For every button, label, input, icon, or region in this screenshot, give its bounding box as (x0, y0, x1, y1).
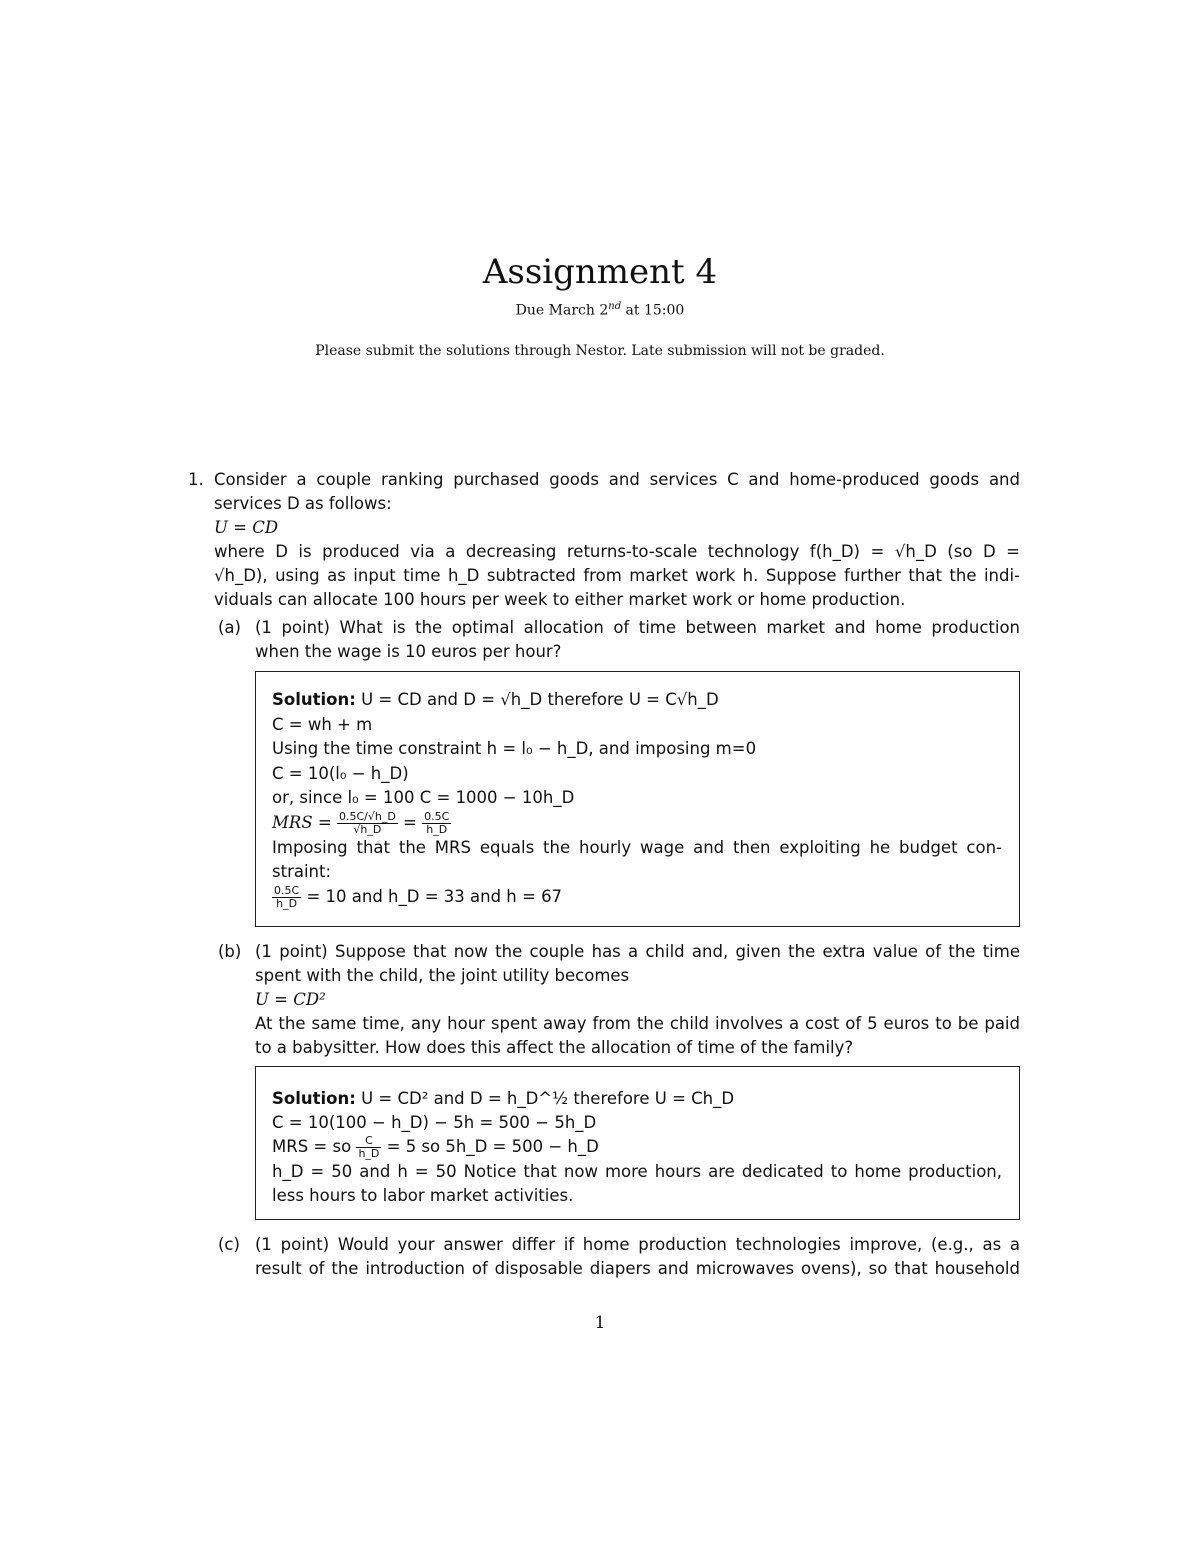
due-date: Due March 2nd at 15:00 (515, 301, 685, 319)
part-a-label: (a) (218, 618, 241, 637)
solution-b-line-1: Solution: U = CD² and D = h_D^½ therefore U = Ch_D (272, 1089, 735, 1108)
solution-a-line-mrs: MRS = $\frac{0.5C/√h\_D}{√h\_D}$ = $\frac{0.5C}{h\_D}$ (272, 809, 450, 836)
part-b-text: (1 point) Suppose that now the couple has a child and, given the extra value of the time spent with the child, the joint utility becomes U = CD² At the same time, any hour spent away from the child involves a cost of 5 euros to be paid to a babysitter. How does this affect the allocation of time of the family? (255, 942, 1020, 1057)
part-c-text: (1 point) Would your answer differ if home production technologies improve, (e.g., as a result of the introduction of disposable diapers and microwaves ovens), so that household (255, 1235, 1020, 1278)
solution-a-line-5: or, since l₀ = 100 C = 1000 − 10h_D (272, 788, 575, 807)
question-text: Consider a couple ranking purchased goods and services C and home-produced goods and services D as follows: U = CD where D is produced via a decreasing returns-to-scale technology f(h_D) = √h_D (so D = √h_D), using as input time h_D subtracted from market work h. Suppose further that the indi- viduals can allocate 100 hours per week to either market work or home production. (214, 470, 1020, 609)
solution-b-line-4: h_D = 50 and h = 50 Notice that now more hours are dedicated to home production, (272, 1162, 1002, 1181)
question-number: 1. (188, 470, 204, 489)
solution-b-line-3: MRS = so $\frac{C}{h\_D}$ = 5 so 5h_D = 500 − h_D (272, 1134, 599, 1160)
solution-a-line-3: Using the time constraint h = l₀ − h_D, and imposing m=0 (272, 739, 757, 758)
part-c-label: (c) (218, 1235, 240, 1254)
solution-box-b (255, 1066, 1020, 1220)
solution-a-line-1: Solution: U = CD and D = √h_D therefore U = C√h_D (272, 690, 719, 709)
solution-a-line-9: $\frac{0.5C}{h\_D}$ = 10 and h_D = 33 and h = 67 (274, 883, 563, 910)
solution-b-line-2: C = 10(100 − h_D) − 5h = 500 − 5h_D (272, 1113, 597, 1132)
part-b-label: (b) (218, 942, 242, 961)
solution-b-line-5: less hours to labor market activities. (272, 1186, 574, 1205)
submission-note: Please submit the solutions through Nestor. Late submission will not be graded. (315, 343, 885, 359)
mrs-fraction-b: $\frac{C}{h\_D}$ (358, 1134, 380, 1160)
assignment-title: Assignment 4 (482, 252, 718, 292)
mrs-fraction-2: $\frac{0.5C}{h\_D}$ (424, 809, 450, 836)
solution-a-line-8: straint: (272, 862, 332, 881)
solution-a-line-2: C = wh + m (272, 714, 373, 734)
solution-a-line-7: Imposing that the MRS equals the hourly wage and then exploiting he budget con- (272, 837, 1002, 857)
page-number: 1 (594, 1313, 606, 1333)
mrs-fraction-1: $\frac{0.5C/√h\_D}{√h\_D}$ (338, 809, 396, 836)
wage-fraction: $\frac{0.5C}{h\_D}$ (274, 883, 300, 910)
solution-a-line-4: C = 10(l₀ − h_D) (272, 763, 409, 783)
part-a-text: (1 point) What is the optimal allocation of time between market and home production when the wage is 10 euros per hour? (255, 618, 1020, 661)
solution-box-a (255, 671, 1020, 927)
